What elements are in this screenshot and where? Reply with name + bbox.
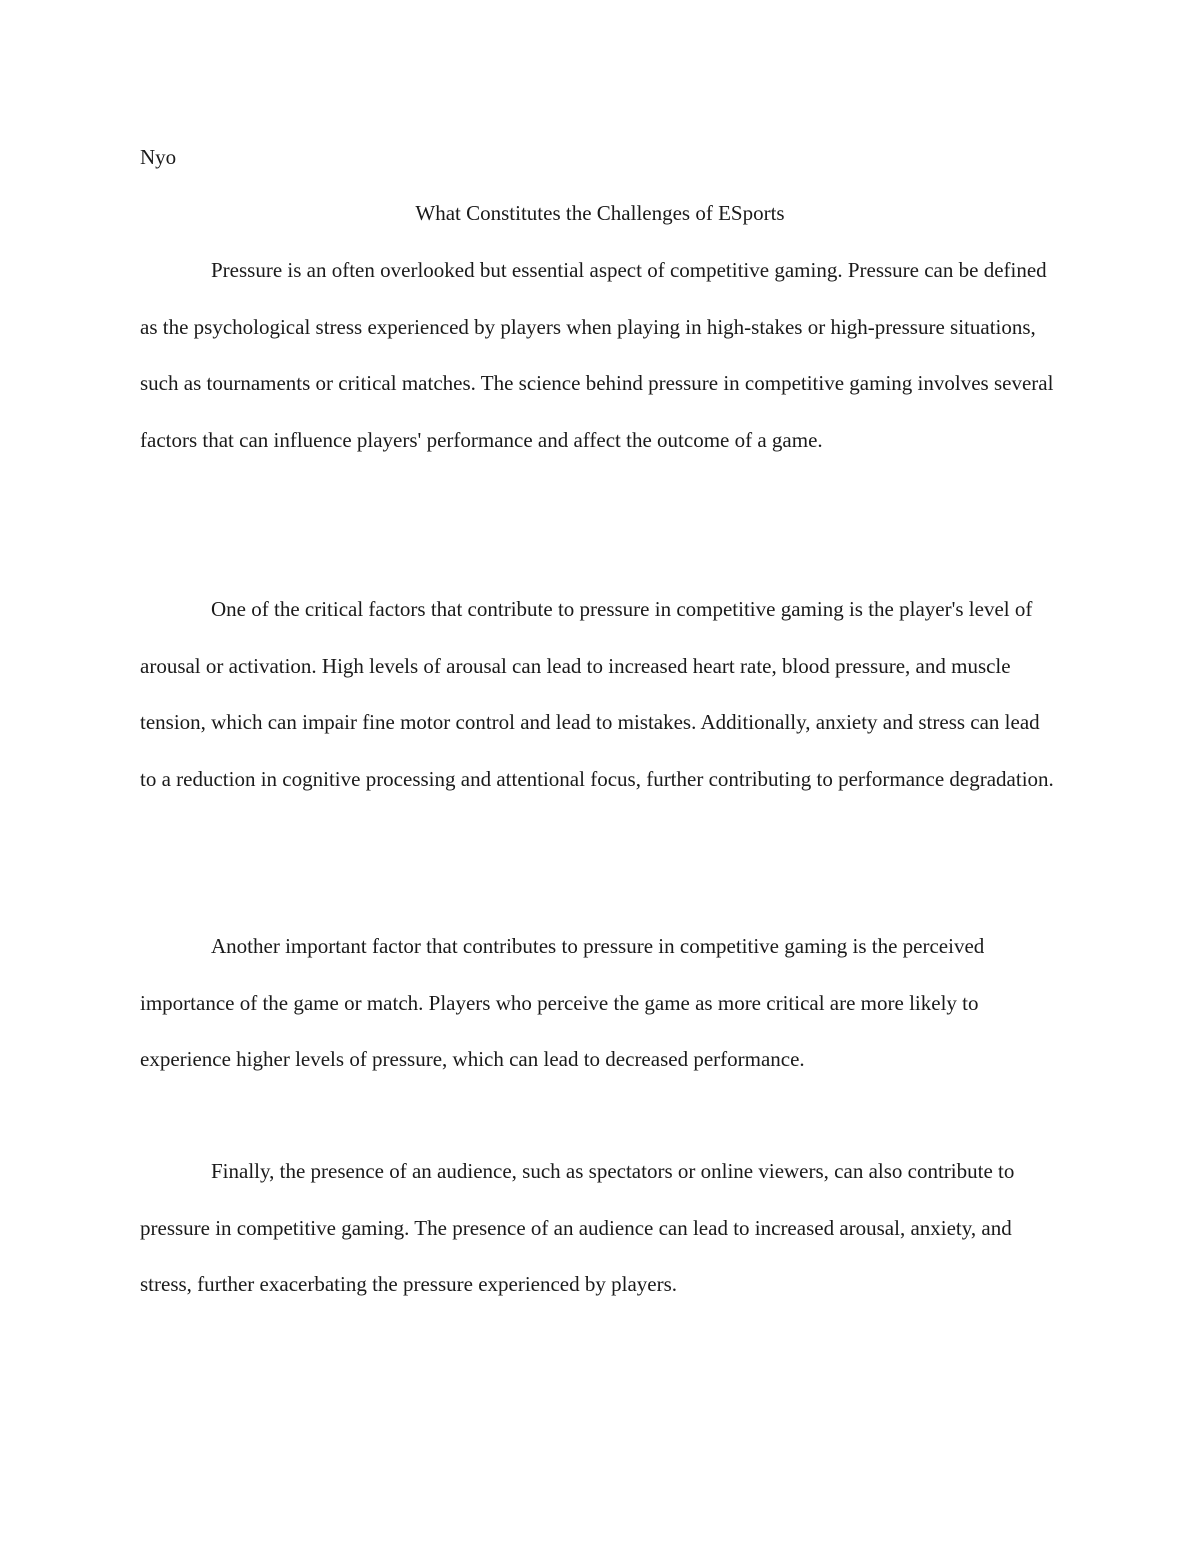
document-title: What Constitutes the Challenges of ESports [415,201,785,225]
author-header: Nyo [140,145,177,169]
body-paragraph: Another important factor that contributes to pressure in competitive gaming is the perceived importance of the game or match. Players who perceive the game as more critical are more likely to experience higher levels of pressure, which can lead to decreased performance. [140,934,985,1071]
body-paragraph: Finally, the presence of an audience, such as spectators or online viewers, can also contribute to pressure in competitive gaming. The presence of an audience can lead to increased arousal, anxiety, and stress, further exacerbating the pressure experienced by players. [140,1159,1015,1296]
body-paragraph: One of the critical factors that contribute to pressure in competitive gaming is the player's level of arousal or activation. High levels of arousal can lead to increased heart rate, blood pressure, and muscle tension, which can impair fine motor control and lead to mistakes. Additionally, anxiety and stress can lead to a reduction in cognitive processing and attentional focus, further contributing to performance degradation. [140,597,1054,791]
body-paragraph: Pressure is an often overlooked but essential aspect of competitive gaming. Pressure can be defined as the psychological stress experienced by players when playing in high-stakes or high-pressure situations, such as tournaments or critical matches. The science behind pressure in competitive gaming involves several factors that can influence players' performance and affect the outcome of a game. [140,258,1054,452]
